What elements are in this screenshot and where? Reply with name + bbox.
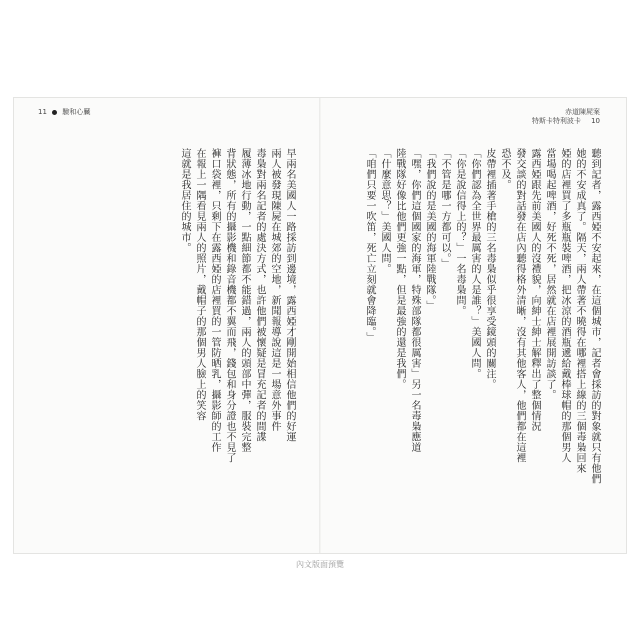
text-column: 背狀態，所有的攝影機和錄音機都不翼而飛，錢包和身分證也不見了	[224, 148, 235, 463]
text-column: 「你是說信得上的？」一名毒梟問。	[454, 148, 465, 316]
text-column: 毒梟對兩名記者的處決方式，也許他們被懷疑是冒充記者的間諜	[254, 148, 265, 442]
text-column: 露西婭跟先前美國人的沒禮貌，向紳士紳士解釋出了整個情況	[529, 148, 540, 432]
text-column: 褲口袋裡，只剩下在露西婭的店裡買的一管防晒乳，攝影師的工作	[209, 148, 220, 453]
footer-note: 內文版面預覽	[296, 560, 344, 569]
text-column: 「什麼意思？」美國人問。	[379, 148, 390, 274]
text-column: 「你們認為全世界最厲害的人是誰？」美國人問。	[469, 148, 480, 379]
text-column: 「不管是哪一方都可以。」	[439, 148, 450, 269]
page-gutter	[319, 98, 321, 553]
text-column: 在報上一隅看見兩人的照片，戴帽子的那個男人臉上的笑容	[194, 148, 205, 421]
right-running-title: 赤道陳屍案	[565, 108, 600, 116]
text-column: 聽到記者，露西婭不安起來，在這個城市，記者會採訪的對象就只有他們	[589, 148, 600, 484]
text-column: 發交談的對話發在店內聽得格外清晰，沒有其他客人，他們都在這裡	[514, 148, 525, 463]
text-column: 當場喝起啤酒，好死不死，居然就在店裡展開訪談了。	[544, 148, 555, 400]
left-running-title: 驗和心臟	[62, 108, 91, 116]
text-column: 早兩名美國人一路採訪到邊境，露西婭才剛開始相信他們的好運	[284, 148, 295, 442]
left-page-number: 11	[38, 108, 47, 116]
text-column: 恐不及。	[499, 148, 510, 190]
text-column: 「我們說的是美國的海軍陸戰隊。」	[424, 148, 435, 311]
text-column: 「咱們只要一吹笛，死亡立刻就會降臨。」	[364, 148, 375, 343]
text-column: 「嘿，你們這個國家的海軍，特殊部隊都很厲害」另一名毒梟應道	[409, 148, 420, 453]
bullet-icon	[52, 110, 57, 115]
right-page-number: 10	[591, 117, 600, 125]
left-running-header	[38, 108, 90, 117]
left-page-text	[50, 148, 295, 508]
text-column: 這就是我居住的城市。	[179, 148, 190, 253]
text-column: 陸戰隊好像比他們更強一點，但是最強的還是我們。	[394, 148, 405, 390]
text-column: 兩人被發現陳屍在城郊的空地，新聞報導說這是一場意外事件	[269, 148, 280, 432]
text-column: 婭的店裡買了多瓶瓶裝啤酒，把冰涼的酒瓶遞給戴棒球帽的那個男人	[559, 148, 570, 463]
text-column: 履薄冰地行動，一點細節都不能錯過，兩人的頭部中彈，服裝完整	[239, 148, 250, 453]
text-column: 皮帶裡插著手槍的三名毒梟似乎很享受鏡頭的關注。	[484, 148, 495, 390]
text-column: 她的不安成真了。隔天，兩人帶著不曉得在哪裡搭上線的三個毒梟回來	[574, 148, 585, 474]
right-running-subtitle: 特斯卡特利波卡	[531, 117, 581, 125]
right-running-header	[532, 108, 600, 126]
right-page-text	[330, 148, 600, 508]
